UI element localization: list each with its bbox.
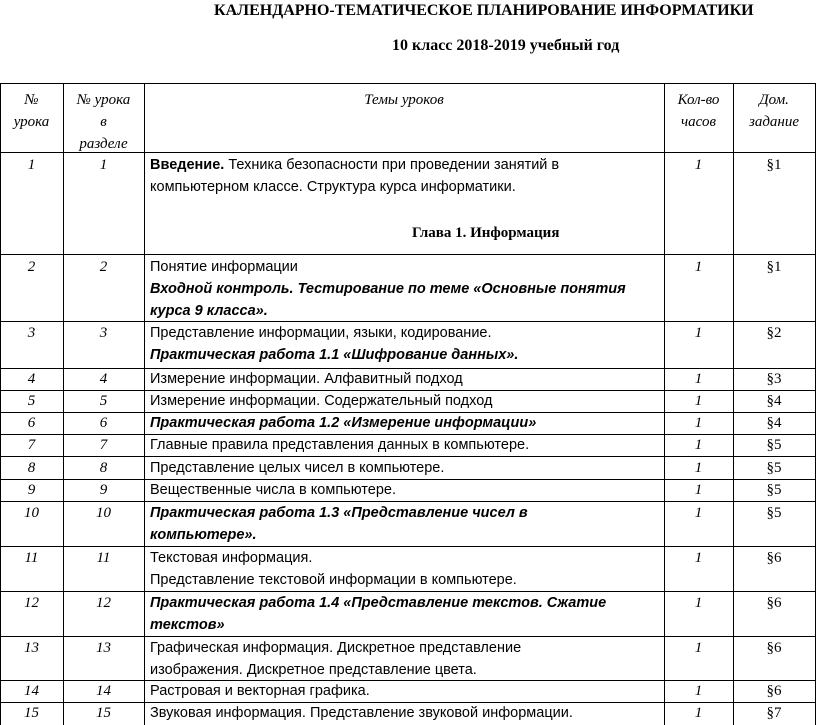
lesson-number: 15 (24, 705, 39, 721)
topic-text: Графическая информация. Дискретное представление изображения. Дискретное представление цвета. (150, 640, 522, 678)
lesson-number: 6 (27, 415, 36, 431)
row-line (0, 83, 816, 84)
homework: §6 (766, 595, 782, 611)
homework: §4 (766, 415, 782, 431)
lesson-number: 7 (27, 437, 36, 453)
lesson-number: 10 (24, 505, 39, 521)
hours: 1 (694, 415, 703, 431)
hours: 1 (694, 550, 703, 566)
section-number: 3 (99, 325, 108, 341)
hours: 1 (694, 460, 703, 476)
lesson-number: 1 (27, 157, 36, 173)
hours: 1 (694, 595, 703, 611)
homework: §5 (766, 505, 782, 521)
homework: §3 (766, 371, 782, 387)
homework: §7 (766, 705, 782, 721)
hours: 1 (694, 505, 703, 521)
hours: 1 (694, 683, 703, 699)
lesson-number: 9 (27, 482, 36, 498)
topic-text: Практическая работа 1.3 «Представление чисел в компьютере». (150, 505, 528, 543)
header-homework: Дом. задание (748, 92, 800, 130)
section-number: 15 (96, 705, 111, 721)
section-number: 13 (96, 640, 111, 656)
chapter-heading: Глава 1. Информация (412, 225, 560, 241)
section-number: 4 (99, 371, 108, 387)
lesson-number: 13 (24, 640, 39, 656)
lesson-number: 3 (27, 325, 36, 341)
hours: 1 (694, 325, 703, 341)
homework: §4 (766, 393, 782, 409)
topic-text: Представление целых чисел в компьютере. (150, 460, 445, 476)
section-number: 5 (99, 393, 108, 409)
section-number: 14 (96, 683, 111, 699)
section-number: 6 (99, 415, 108, 431)
document-subtitle: 10 класс 2018-2019 учебный год (392, 37, 620, 54)
topic-text: Введение. Техника безопасности при проведении занятий в компьютерном классе. Структура курса информатики. (150, 157, 560, 195)
lesson-number: 4 (27, 371, 36, 387)
topic-text: Текстовая информация. Представление текстовой информации в компьютере. (150, 550, 517, 588)
row-line (0, 254, 816, 255)
section-number: 12 (96, 595, 111, 611)
lesson-number: 2 (27, 259, 36, 275)
section-number: 2 (99, 259, 108, 275)
header-topic: Темы уроков (364, 92, 444, 108)
section-number: 11 (96, 550, 111, 566)
col-line (144, 83, 145, 725)
hours: 1 (694, 640, 703, 656)
header-hours: Кол-во часов (677, 92, 720, 130)
hours: 1 (694, 393, 703, 409)
topic-text: Измерение информации. Содержательный подход (150, 393, 493, 409)
homework: §5 (766, 460, 782, 476)
lesson-number: 5 (27, 393, 36, 409)
homework: §1 (766, 259, 782, 275)
topic-text: Растровая и векторная графика. (150, 683, 370, 699)
header-lesson-number: № урока (13, 92, 50, 130)
hours: 1 (694, 705, 703, 721)
hours: 1 (694, 157, 703, 173)
lesson-number: 11 (24, 550, 39, 566)
section-number: 8 (99, 460, 108, 476)
hours: 1 (694, 437, 703, 453)
topic-text: Звуковая информация. Представление звуковой информации. (150, 705, 573, 721)
homework: §6 (766, 683, 782, 699)
homework: §5 (766, 482, 782, 498)
header-section-number: № урока в разделе (76, 92, 131, 152)
homework: §1 (766, 157, 782, 173)
section-number: 7 (99, 437, 108, 453)
homework: §6 (766, 550, 782, 566)
homework: §2 (766, 325, 782, 341)
topic-text: Представление информации, языки, кодирование. Практическая работа 1.1 «Шифрование данных». (150, 325, 519, 363)
topic-text: Практическая работа 1.4 «Представление текстов. Сжатие текстов» (150, 595, 607, 633)
lesson-number: 12 (24, 595, 39, 611)
topic-text: Главные правила представления данных в компьютере. (150, 437, 530, 453)
hours: 1 (694, 482, 703, 498)
homework: §5 (766, 437, 782, 453)
topic-text: Практическая работа 1.2 «Измерение информации» (150, 415, 537, 431)
hours: 1 (694, 371, 703, 387)
section-number: 9 (99, 482, 108, 498)
topic-text: Вещественные числа в компьютере. (150, 482, 396, 498)
document-title: КАЛЕНДАРНО-ТЕМАТИЧЕСКОЕ ПЛАНИРОВАНИЕ ИНФОРМАТИКИ (214, 2, 754, 19)
section-number: 1 (99, 157, 108, 173)
section-number: 10 (96, 505, 111, 521)
topic-text: Измерение информации. Алфавитный подход (150, 371, 463, 387)
hours: 1 (694, 259, 703, 275)
homework: §6 (766, 640, 782, 656)
topic-text: Понятие информации Входной контроль. Тестирование по теме «Основные понятия курса 9 класса». (150, 259, 626, 319)
lesson-number: 8 (27, 460, 36, 476)
lesson-number: 14 (24, 683, 39, 699)
